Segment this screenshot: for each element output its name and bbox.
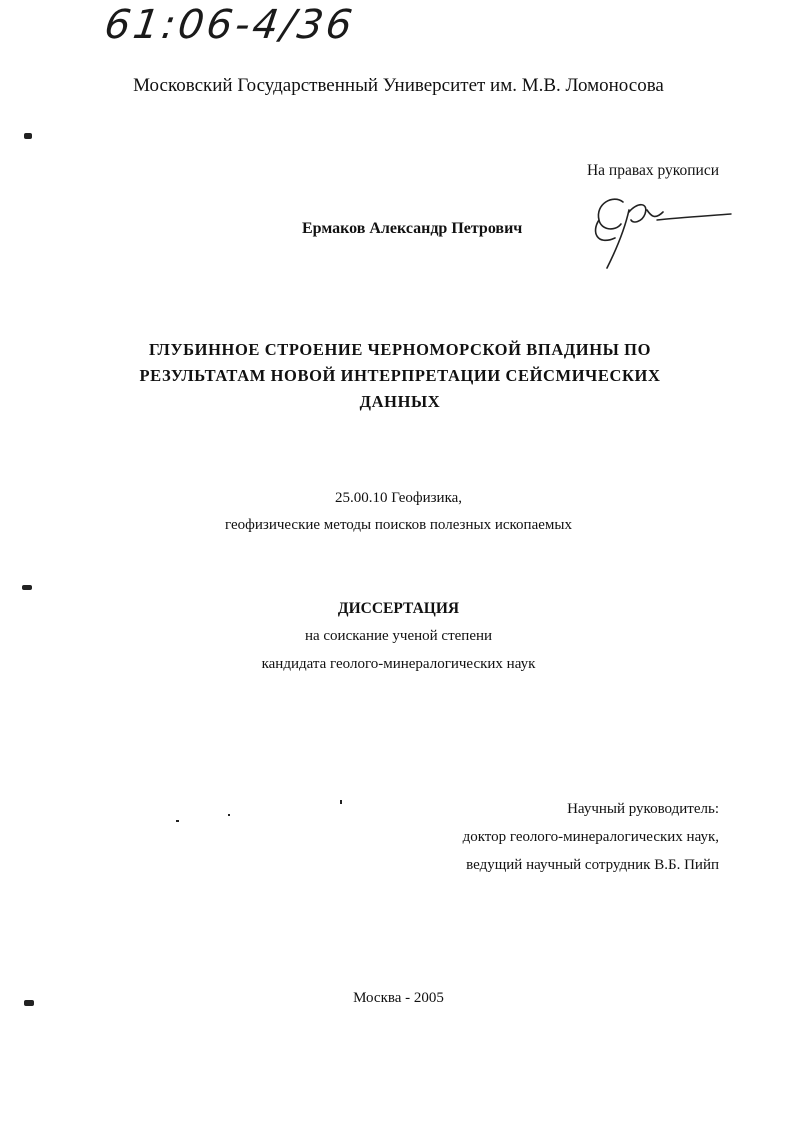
author-name: Ермаков Александр Петрович: [302, 220, 523, 237]
supervisor-label: Научный руководитель:: [567, 801, 719, 817]
dissertation-label: ДИССЕРТАЦИЯ: [337, 600, 460, 617]
degree-name: кандидата геолого-минералогических наук: [261, 656, 536, 672]
scan-mark: [228, 814, 230, 816]
supervisor-position: ведущий научный сотрудник В.Б. Пийп: [466, 857, 719, 873]
author-signature: [585, 180, 735, 275]
scan-mark: [24, 133, 32, 139]
supervisor-block: [463, 795, 719, 879]
manuscript-rights-note: На правах рукописи: [586, 162, 719, 179]
degree-purpose: на соискание ученой степени: [304, 628, 493, 644]
specialty-name: геофизические методы поисков полезных ископаемых: [225, 517, 572, 533]
dissertation-title: ГЛУБИННОЕ СТРОЕНИЕ ЧЕРНОМОРСКОЙ ВПАДИНЫ ПО РЕЗУЛЬТАТАМ НОВОЙ ИНТЕРПРЕТАЦИИ СЕЙСМИЧЕСКИХ ДАННЫХ: [139, 340, 661, 411]
supervisor-degree: доктор геолого-минералогических наук,: [462, 829, 719, 845]
scan-mark: [176, 820, 179, 822]
scan-mark: [24, 1000, 34, 1006]
scan-mark: [340, 800, 342, 804]
city-year: Москва - 2005: [353, 990, 444, 1006]
specialty-code: 25.00.10 Геофизика,: [334, 490, 463, 506]
university-name: Московский Государственный Университет им. М.В. Ломоносова: [133, 75, 664, 96]
archive-number-handwritten: 61:06-4/36: [101, 2, 358, 48]
scan-mark: [22, 585, 32, 590]
